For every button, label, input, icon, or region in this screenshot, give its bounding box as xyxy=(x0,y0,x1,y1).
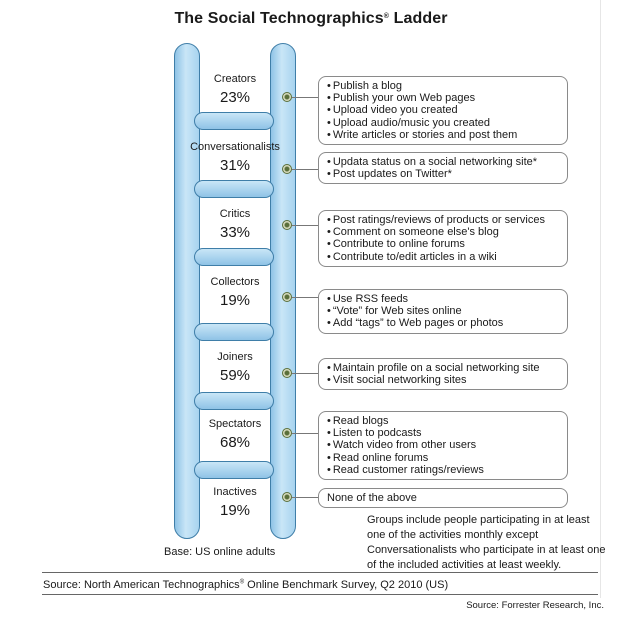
figure-title xyxy=(0,10,622,28)
activity-box xyxy=(318,76,568,145)
activity-item: • Updata status on a social networking site* xyxy=(327,156,559,168)
source-rest: Online Benchmark Survey, Q2 2010 (US) xyxy=(247,579,449,591)
activity-box xyxy=(318,210,568,267)
group-label: Collectors xyxy=(210,276,260,288)
connector-line xyxy=(292,433,318,434)
activity-box xyxy=(318,289,568,334)
title-text: The Social Technographics xyxy=(174,10,384,27)
divider xyxy=(42,594,598,595)
connector-line xyxy=(292,297,318,298)
activity-box xyxy=(318,411,568,480)
ladder-right-rail xyxy=(270,43,296,539)
divider xyxy=(42,572,598,573)
activity-item: • Listen to podcasts xyxy=(327,427,559,439)
activity-item: • Comment on someone else's blog xyxy=(327,226,559,238)
activity-item: • Contribute to online forums xyxy=(327,238,559,250)
activity-item: None of the above xyxy=(327,492,417,504)
group-label: Spectators xyxy=(208,418,262,430)
connector-dot-icon xyxy=(282,492,292,502)
activity-item: • “Vote” for Web sites online xyxy=(327,305,559,317)
group-percentage: 33% xyxy=(219,224,251,241)
activity-item: • Visit social networking sites xyxy=(327,374,559,386)
activity-item: • Post updates on Twitter* xyxy=(327,168,559,180)
activity-item: • Post ratings/reviews of products or services xyxy=(327,214,559,226)
ladder-rung xyxy=(194,180,274,198)
group-label: Inactives xyxy=(213,486,257,498)
activity-box xyxy=(318,152,568,184)
activity-item: • Watch video from other users xyxy=(327,439,559,451)
activity-item: • Use RSS feeds xyxy=(327,293,559,305)
group-percentage: 68% xyxy=(219,434,251,451)
ladder-rung xyxy=(194,461,274,479)
footnote: Groups include people participating in at least one of the activities monthly except Conversationalists who participate in at least one of the included activities at least weekly. xyxy=(367,514,606,571)
connector-dot-icon xyxy=(282,368,292,378)
activity-list xyxy=(327,214,559,263)
activity-list xyxy=(327,362,559,386)
activity-item: • Publish a blog xyxy=(327,80,559,92)
group-label: Creators xyxy=(213,73,257,85)
connector-line xyxy=(292,373,318,374)
ladder-rung xyxy=(194,112,274,130)
activity-item: • Add “tags” to Web pages or photos xyxy=(327,317,559,329)
group-percentage: 19% xyxy=(219,502,251,519)
connector-dot-icon xyxy=(282,164,292,174)
connector-line xyxy=(292,497,318,498)
source-credit: Source: Forrester Research, Inc. xyxy=(466,600,604,611)
connector-dot-icon xyxy=(282,292,292,302)
activity-item: • Upload audio/music you created xyxy=(327,117,559,129)
source-line xyxy=(43,579,448,591)
activity-box xyxy=(318,358,568,390)
ladder-rung xyxy=(194,248,274,266)
source-main: Source: North American Technographics xyxy=(43,579,240,591)
group-label: Conversationalists xyxy=(190,141,280,153)
connector-dot-icon xyxy=(282,220,292,230)
activity-item: • Upload video you created xyxy=(327,104,559,116)
activity-item: • Maintain profile on a social networking site xyxy=(327,362,559,374)
connector-dot-icon xyxy=(282,428,292,438)
group-label: Critics xyxy=(219,208,251,220)
activity-box xyxy=(318,488,568,508)
group-percentage: 59% xyxy=(219,367,251,384)
source-registered-mark: ® xyxy=(239,579,245,586)
activity-item: • Contribute to/edit articles in a wiki xyxy=(327,251,559,263)
activity-list xyxy=(327,293,559,330)
activity-item: • Read blogs xyxy=(327,415,559,427)
title-suffix: Ladder xyxy=(393,10,448,27)
ladder-rung xyxy=(194,323,274,341)
connector-dot-icon xyxy=(282,92,292,102)
connector-line xyxy=(292,169,318,170)
connector-line xyxy=(292,97,318,98)
base-note: Base: US online adults xyxy=(164,546,276,558)
activity-item: • Publish your own Web pages xyxy=(327,92,559,104)
activity-list xyxy=(327,156,559,180)
title-registered-mark: ® xyxy=(383,13,390,20)
activity-item: • Read customer ratings/reviews xyxy=(327,464,559,476)
group-percentage: 19% xyxy=(219,292,251,309)
group-percentage: 23% xyxy=(219,89,251,106)
connector-line xyxy=(292,225,318,226)
activity-item: • Read online forums xyxy=(327,452,559,464)
group-label: Joiners xyxy=(217,351,253,363)
activity-item: • Write articles or stories and post them xyxy=(327,129,559,141)
activity-list xyxy=(327,492,559,504)
activity-list xyxy=(327,415,559,476)
ladder-rung xyxy=(194,392,274,410)
activity-list xyxy=(327,80,559,141)
group-percentage: 31% xyxy=(219,157,251,174)
